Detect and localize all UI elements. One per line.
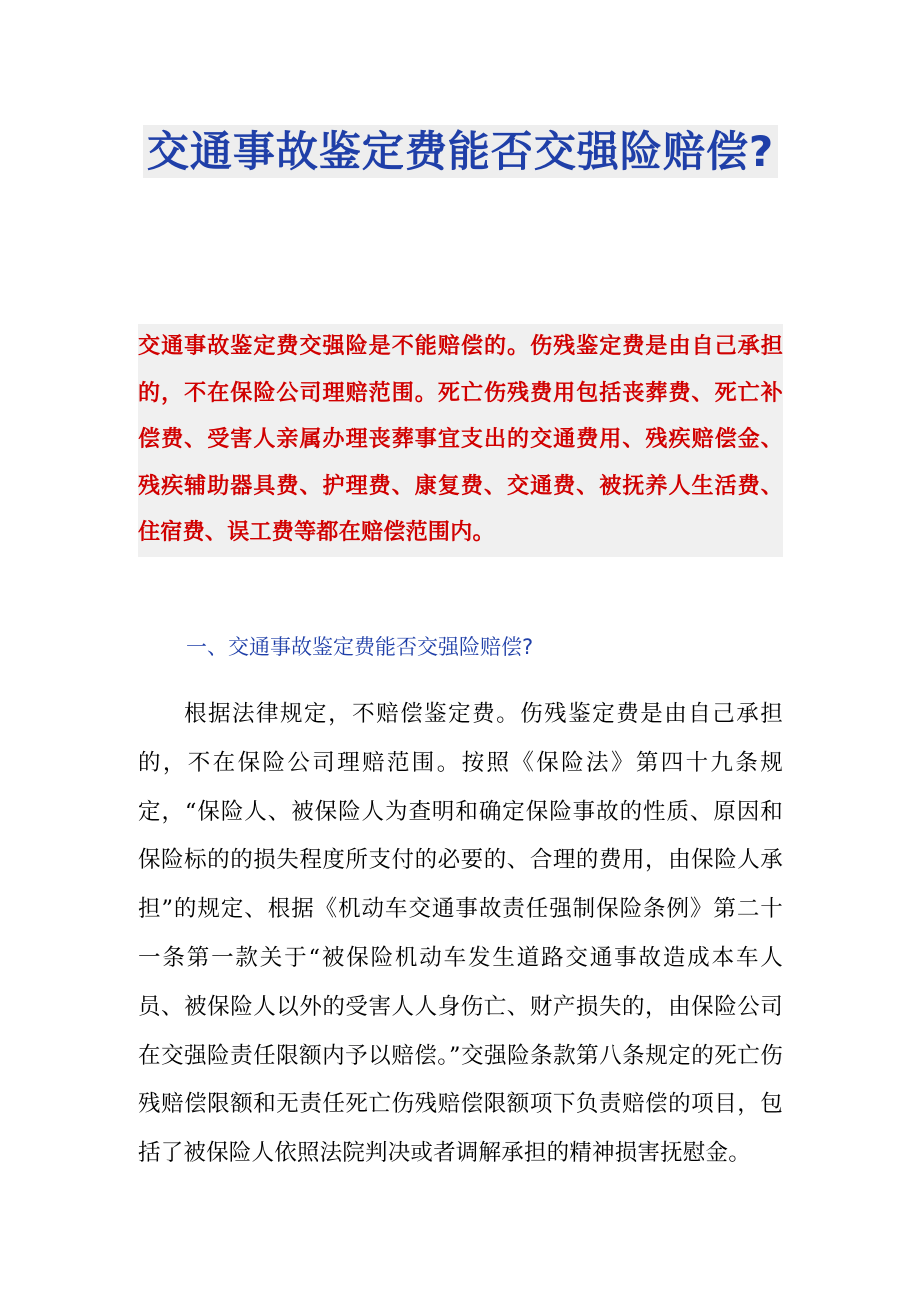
- section-heading: 一、交通事故鉴定费能否交强险赔偿?: [186, 635, 534, 659]
- page-title-text: 交通事故鉴定费能否交强险赔偿?: [143, 125, 778, 178]
- body-paragraph: 根据法律规定，不赔偿鉴定费。伤残鉴定费是由自己承担的，不在保险公司理赔范围。按照《保险法》第四十九条规定，“保险人、被保险人为查明和确定保险事故的性质、原因和保险标的的损失程度所支付的必要的、合理的费用，由保险人承担”的规定、根据《机动车交通事故责任强制保险条例》第二十一条第一款关于“被保险机动车发生道路交通事故造成本车人员、被保险人以外的受害人人身伤亡、财产损失的，由保险公司在交强险责任限额内予以赔偿。”交强险条款第八条规定的死亡伤残赔偿限额和无责任死亡伤残赔偿限额项下负责赔偿的项目，包括了被保险人依照法院判决或者调解承担的精神损害抚慰金。: [138, 701, 783, 1167]
- page-title: [138, 120, 783, 184]
- summary-paragraph: 交通事故鉴定费交强险是不能赔偿的。伤残鉴定费是由自己承担的，不在保险公司理赔范围。死亡伤残费用包括丧葬费、死亡补偿费、受害人亲属办理丧葬事宜支出的交通费用、残疾赔偿金、残疾辅助器具费、护理费、康复费、交通费、被抚养人生活费、住宿费、误工费等都在赔偿范围内。: [138, 324, 783, 557]
